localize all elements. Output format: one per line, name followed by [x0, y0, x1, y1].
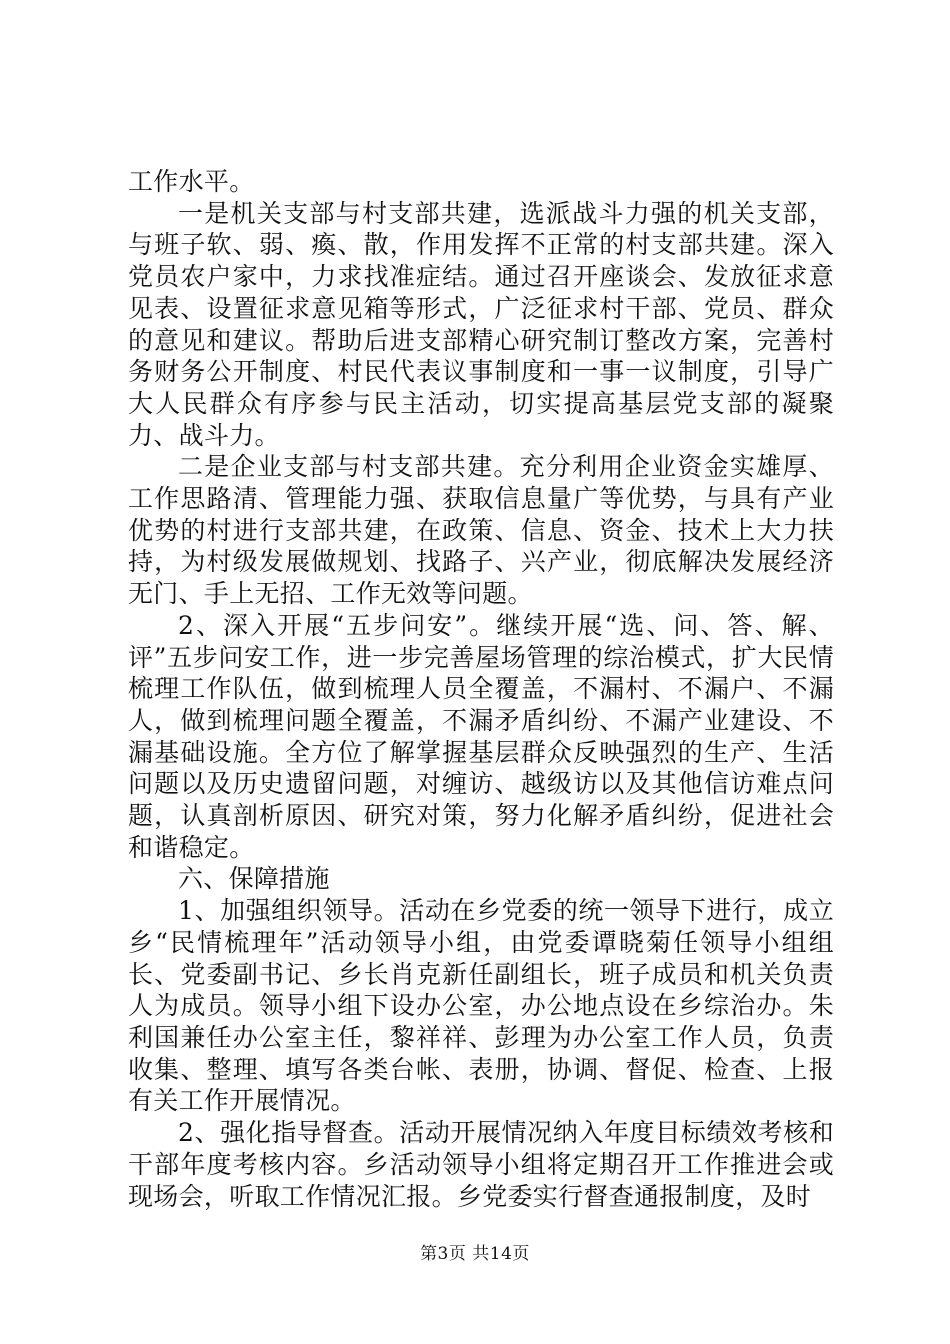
paragraph-organization-leadership: 1、加强组织领导。活动在乡党委的统一领导下进行，成立乡“民情梳理年”活动领导小组，由党委谭晓菊任领导小组组长、党委副书记、乡长肖克新任副组长，班子成员和机关负责人为成员。领导小组下设办公室，办公地点设在乡综治办。朱利国兼任办公室主任，黎祥祥、彭理为办公室工作人员，负责收集、整理、填写各类台帐、表册，协调、督促、检查、上报有关工作开展情况。 [128, 896, 834, 1116]
paragraph-agency-branch-cobuild: 一是机关支部与村支部共建，选派战斗力强的机关支部，与班子软、弱、瘓、散，作用发挥不正常的村支部共建。深入党员农户家中，力求找准症结。通过召开座谈会、发放征求意见表、设置征求意见箱等形式，广泛征求村干部、党员、群众的意见和建议。帮助后进支部精心研究制订整改方案，完善村务财务公开制度、村民代表议事制度和一事一议制度，引导广大人民群众有序参与民主活动，切实提高基层党支部的凝聚力、战斗力。 [128, 198, 834, 450]
document-body [128, 166, 834, 1212]
paragraph-continuation: 工作水平。 [128, 167, 255, 196]
paragraph-enterprise-branch-cobuild: 二是企业支部与村支部共建。充分利用企业资金实雄厚、工作思路清、管理能力强、获取信息量广等优势，与具有产业优势的村进行支部共建，在政策、信息、资金、技术上大力扶持，为村级发展做规划、找路子、兴产业，彻底解决发展经济无门、手上无招、工作无效等问题。 [128, 452, 834, 609]
page-number-label: 第3页 共14页 [420, 1244, 530, 1264]
section-heading-safeguards: 六、保障措施 [178, 864, 330, 894]
paragraph-guidance-supervision: 2、强化指导督查。活动开展情况纳入年度目标绩效考核和干部年度考核内容。乡活动领导小组将定期召开工作推进会或现场会，听取工作情况汇报。乡党委实行督查通报制度，及时 [128, 1118, 834, 1211]
paragraph-five-step-inquiry: 2、深入开展“五步问安”。继续开展“选、问、答、解、评”五步问安工作，进一步完善屋场管理的综治模式，扩大民情梳理工作队伍，做到梳理人员全覆盖，不漏村、不漏户、不漏人，做到梳理问题全覆盖，不漏矛盾纠纷、不漏产业建设、不漏基础设施。全方位了解掌握基层群众反映强烈的生产、生活问题以及历史遗留问题，对缠访、越级访以及其他信访难点问题，认真剖析原因、研究对策，努力化解矛盾纠纷，促进社会和谐稳定。 [128, 610, 834, 862]
page-footer [0, 1243, 950, 1265]
